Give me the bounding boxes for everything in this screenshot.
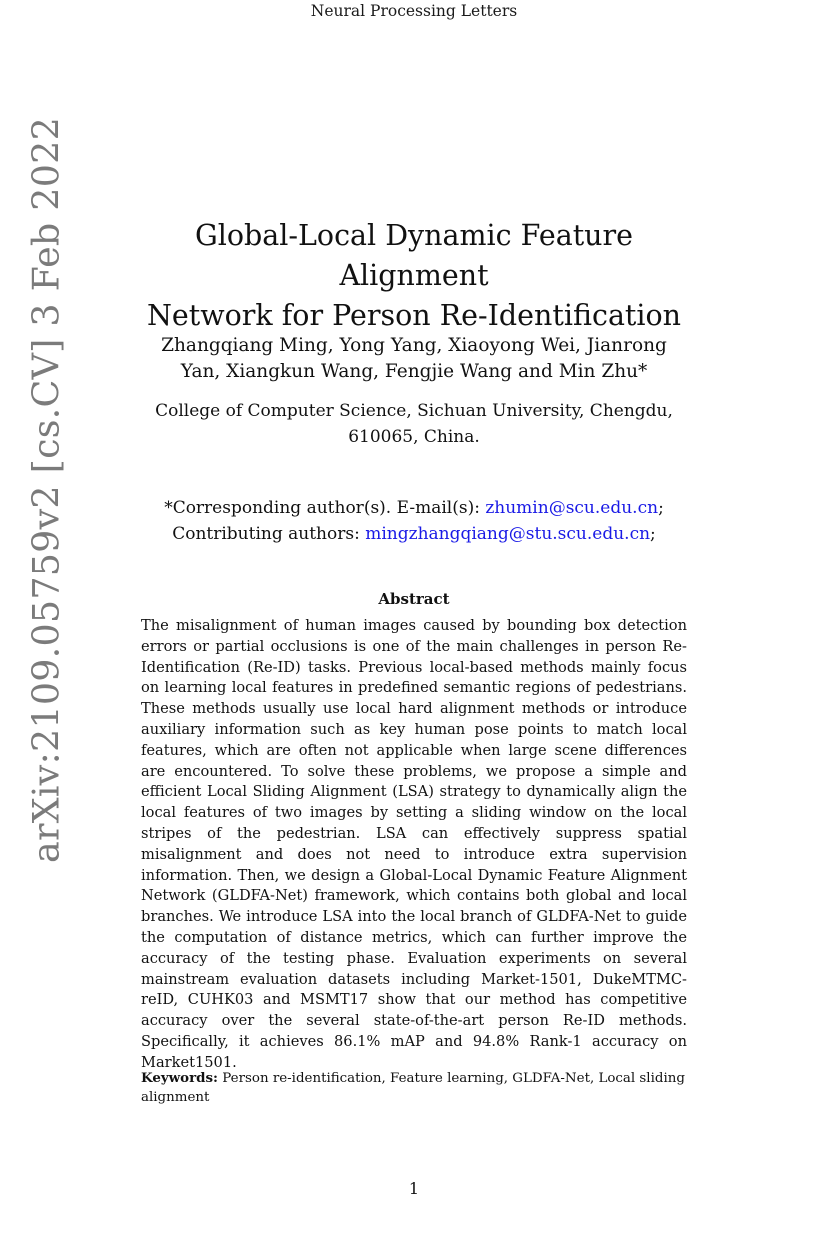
authors-line-1: Zhangqiang Ming, Yong Yang, Xiaoyong Wei, Jianrong: [161, 335, 667, 356]
abstract-heading: Abstract: [378, 590, 450, 608]
author-list: [120, 333, 708, 385]
title-line-1: Global-Local Dynamic Feature Alignment: [194, 219, 634, 292]
contributing-label: Contributing authors:: [172, 524, 366, 544]
keywords-text: Person re-identification, Feature learning, GLDFA-Net, Local sliding alignment: [141, 1071, 685, 1105]
keywords-block: [141, 1069, 687, 1107]
running-header: Neural Processing Letters: [310, 2, 518, 20]
correspondence-block: [80, 495, 748, 547]
affiliation: [120, 398, 708, 450]
contributing-suffix: ;: [650, 524, 656, 544]
contributing-email-link[interactable]: mingzhangqiang@stu.scu.edu.cn: [365, 524, 651, 544]
page-number: 1: [408, 1179, 420, 1198]
abstract-body: The misalignment of human images caused by bounding box detection errors or partial occlusions is one of the main challenges in person Re-Identification (Re-ID) tasks. Previous local-based methods mainly focus on learning local features in predefined semantic regions of pedestrians. These methods usually use local hard alignment methods or introduce auxiliary information such as key human pose points to match local features, which are often not applicable when large scene differences are encountered. To solve these problems, we propose a simple and efficient Local Sliding Alignment (LSA) strategy to dynamically align the local features of two images by setting a sliding window on the local stripes of the pedestrian. LSA can effectively suppress spatial misalignment and does not need to introduce extra supervision information. Then, we design a Global-Local Dynamic Feature Alignment Network (GLDFA-Net) framework, which contains both global and local branches. We introduce LSA into the local branch of GLDFA-Net to guide the computation of distance metrics, which can further improve the accuracy of the testing phase. Evaluation experiments on several mainstream evaluation datasets including Market-1501, DukeMTMC-reID, CUHK03 and MSMT17 show that our method has competitive accuracy over the several state-of-the-art person Re-ID methods. Specifically, it achieves 86.1% mAP and 94.8% Rank-1 accuracy on Market1501.: [141, 617, 687, 1071]
keywords-label: Keywords:: [141, 1070, 219, 1086]
corresponding-label: *Corresponding author(s). E-mail(s):: [164, 498, 486, 518]
title-line-2: Network for Person Re-Identification: [146, 299, 682, 332]
paper-title: [120, 216, 708, 336]
corresponding-email-link[interactable]: zhumin@scu.edu.cn: [485, 498, 659, 518]
corresponding-suffix: ;: [658, 498, 664, 518]
authors-line-2: Yan, Xiangkun Wang, Fengjie Wang and Min Zhu*: [180, 361, 648, 382]
affiliation-line-1: College of Computer Science, Sichuan University, Chengdu,: [155, 401, 673, 421]
affiliation-line-2: 610065, China.: [348, 427, 480, 447]
arxiv-identifier-stamp: arXiv:2109.05759v2 [cs.CV] 3 Feb 2022: [24, 117, 68, 863]
